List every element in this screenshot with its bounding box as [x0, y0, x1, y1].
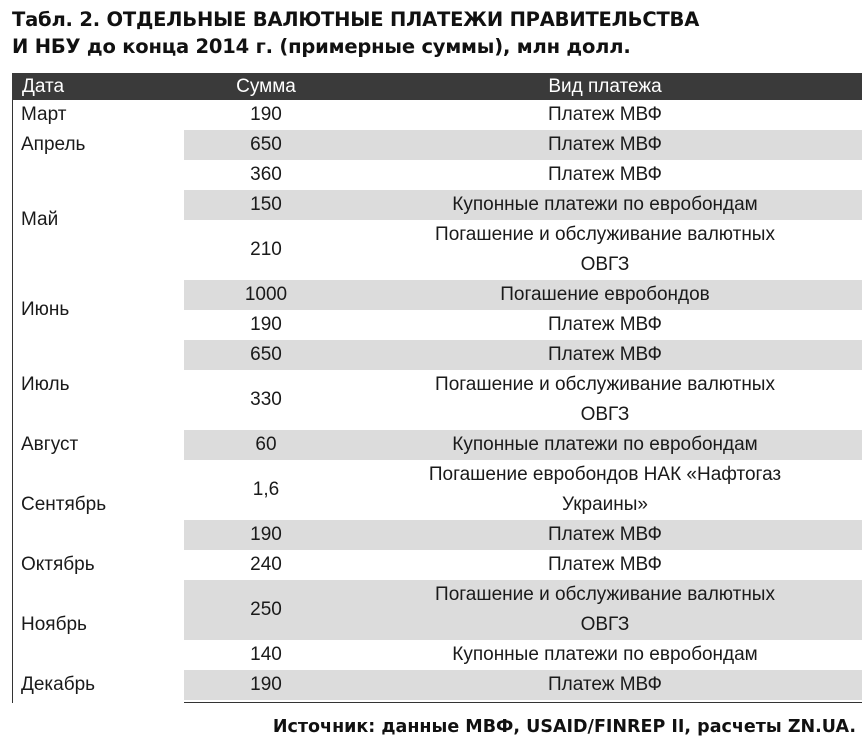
payment-type-cell: [348, 460, 862, 520]
sum-cell: 190: [250, 674, 282, 695]
table-row: [184, 340, 862, 370]
table-row: [184, 100, 862, 130]
payment-type-cell: [348, 550, 862, 580]
payment-type-cell: [348, 640, 862, 670]
month-column: [12, 100, 184, 703]
month-cell: Май: [21, 209, 59, 230]
sum-cell: 190: [250, 104, 282, 125]
table-title-line-2: И НБУ до конца 2014 г. (примерные суммы), млн долл.: [12, 35, 631, 58]
payment-type-line: Платеж МВФ: [547, 104, 663, 125]
month-cell: Сентябрь: [21, 494, 107, 515]
sum-cell: 190: [250, 524, 282, 545]
payment-type-cell: [348, 280, 862, 310]
sum-cell: 650: [250, 344, 282, 365]
table-row: [184, 280, 862, 310]
table-row: [184, 460, 862, 520]
table-row: [184, 160, 862, 190]
sum-cell: 240: [250, 554, 282, 575]
sum-cell: 140: [250, 644, 282, 665]
payment-type-line: Погашение и обслуживание валютных: [435, 224, 775, 245]
payment-type-line: Погашение и обслуживание валютных: [435, 374, 775, 395]
month-cell: Июнь: [21, 299, 70, 320]
payment-type-cell: [348, 580, 862, 640]
sum-cell: 60: [255, 434, 277, 455]
payment-type-line: Платеж МВФ: [547, 524, 663, 545]
payment-type-line: ОВГЗ: [580, 614, 630, 635]
table-row: [184, 580, 862, 640]
payments-table: [12, 73, 862, 703]
payment-type-line: Платеж МВФ: [547, 674, 663, 695]
table-row: [184, 550, 862, 580]
table-title-line-1: Табл. 2. ОТДЕЛЬНЫЕ ВАЛЮТНЫЕ ПЛАТЕЖИ ПРАВИТЕЛЬСТВА: [12, 8, 700, 31]
payment-type-cell: [348, 520, 862, 550]
payment-type-line: Купонные платежи по евробондам: [452, 644, 758, 665]
payment-type-line: ОВГЗ: [580, 404, 630, 425]
payment-type-line: Платеж МВФ: [547, 554, 663, 575]
sum-cell: 360: [250, 164, 282, 185]
source-note: Источник: данные МВФ, USAID/FINREP II, расчеты ZN.UA.: [272, 717, 856, 737]
sum-cell: 650: [250, 134, 282, 155]
table-title: [12, 6, 862, 60]
payment-type-cell: [348, 190, 862, 220]
header-payment-type: Вид платежа: [548, 76, 662, 97]
month-cell: Март: [21, 104, 67, 125]
payment-type-cell: [348, 310, 862, 340]
table-row: [184, 310, 862, 340]
sum-cell: 250: [250, 599, 282, 620]
payment-type-cell: [348, 340, 862, 370]
month-cell: Апрель: [21, 134, 86, 155]
sum-cell: 1,6: [252, 479, 280, 500]
header-sum: Сумма: [236, 76, 296, 97]
payment-type-line: Погашение евробондов НАК «Нафтогаз: [428, 464, 782, 485]
payment-type-cell: [348, 370, 862, 430]
month-cell: Октябрь: [21, 554, 95, 575]
payment-type-line: Украины»: [562, 494, 648, 515]
table-row: [184, 130, 862, 160]
sum-cell: 150: [250, 194, 282, 215]
table-row: [184, 640, 862, 670]
sum-cell: 190: [250, 314, 282, 335]
month-cell: Июль: [21, 374, 70, 395]
table-row: [184, 370, 862, 430]
payment-type-line: Купонные платежи по евробондам: [452, 434, 758, 455]
payment-type-line: Платеж МВФ: [547, 314, 663, 335]
sum-cell: 330: [250, 389, 282, 410]
payment-type-line: ОВГЗ: [580, 254, 630, 275]
table-row: [184, 220, 862, 280]
payment-type-line: Погашение евробондов: [500, 284, 710, 305]
payment-type-cell: [348, 220, 862, 280]
table-row: [184, 430, 862, 460]
payment-type-cell: [348, 160, 862, 190]
payment-type-cell: [348, 100, 862, 130]
table-row: [184, 670, 862, 700]
sum-cell: 210: [250, 239, 282, 260]
payment-type-line: Погашение и обслуживание валютных: [435, 584, 775, 605]
month-cell: Август: [21, 434, 79, 455]
payment-type-cell: [348, 130, 862, 160]
sum-cell: 1000: [244, 284, 288, 305]
payment-type-cell: [348, 670, 862, 700]
header-date: Дата: [22, 76, 65, 97]
payment-type-line: Платеж МВФ: [547, 164, 663, 185]
table-header: [12, 73, 862, 100]
month-cell: Ноябрь: [21, 614, 87, 635]
month-cell: Декабрь: [21, 674, 96, 695]
payment-type-line: Платеж МВФ: [547, 344, 663, 365]
table-body: [12, 100, 862, 703]
payment-type-line: Платеж МВФ: [547, 134, 663, 155]
table-row: [184, 520, 862, 550]
table-row: [184, 190, 862, 220]
payment-type-cell: [348, 430, 862, 460]
payment-type-line: Купонные платежи по евробондам: [452, 194, 758, 215]
